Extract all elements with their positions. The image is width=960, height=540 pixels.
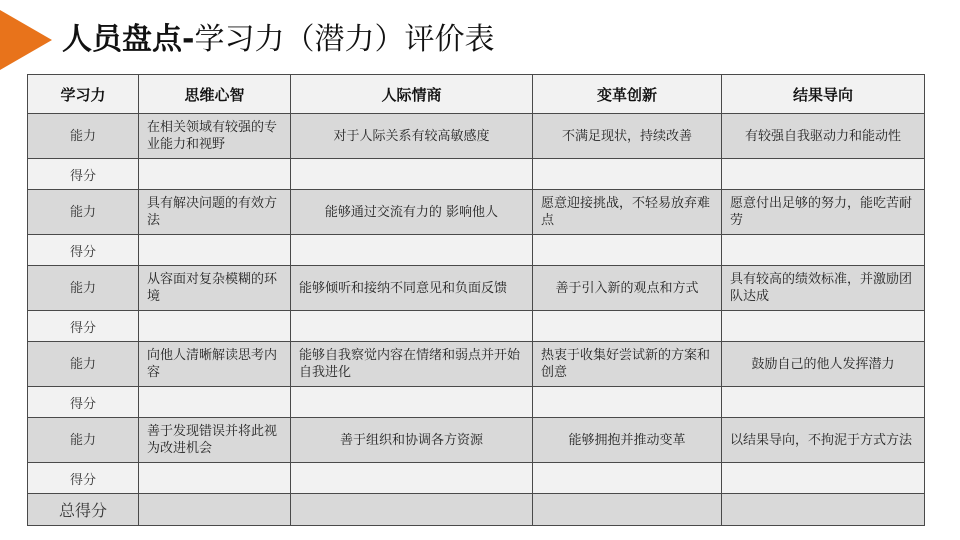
accent-arrow-icon <box>0 10 52 70</box>
table-cell: 对于人际关系有较高敏感度 <box>291 114 533 159</box>
total-score-cell[interactable] <box>139 494 291 526</box>
total-score-cell[interactable] <box>533 494 722 526</box>
score-cell[interactable] <box>139 387 291 418</box>
table-cell: 在相关领域有较强的专业能力和视野 <box>139 114 291 159</box>
table-cell: 善于发现错误并将此视为改进机会 <box>139 418 291 463</box>
evaluation-table <box>27 74 925 526</box>
score-label: 得分 <box>28 463 139 494</box>
score-label: 得分 <box>28 159 139 190</box>
table-cell: 向他人清晰解读思考内容 <box>139 342 291 387</box>
score-label: 得分 <box>28 311 139 342</box>
table-cell: 从容面对复杂模糊的环境 <box>139 266 291 311</box>
score-cell[interactable] <box>722 387 925 418</box>
table-cell: 能够通过交流有力的 影响他人 <box>291 190 533 235</box>
table-header-row <box>28 75 925 114</box>
score-cell[interactable] <box>722 311 925 342</box>
score-cell[interactable] <box>533 311 722 342</box>
ability-label: 能力 <box>28 418 139 463</box>
score-cell[interactable] <box>291 387 533 418</box>
ability-label: 能力 <box>28 266 139 311</box>
score-cell[interactable] <box>722 235 925 266</box>
score-cell[interactable] <box>533 235 722 266</box>
score-cell[interactable] <box>533 387 722 418</box>
ability-row <box>28 418 925 463</box>
score-cell[interactable] <box>139 159 291 190</box>
table-cell: 鼓励自己的他人发挥潜力 <box>722 342 925 387</box>
table-cell: 具有较高的绩效标准，并激励团队达成 <box>722 266 925 311</box>
table-cell: 能够自我察觉内容在情绪和弱点并开始自我进化 <box>291 342 533 387</box>
column-header: 学习力 <box>28 75 139 114</box>
score-cell[interactable] <box>291 235 533 266</box>
score-cell[interactable] <box>139 311 291 342</box>
total-score-row <box>28 494 925 526</box>
score-cell[interactable] <box>533 159 722 190</box>
ability-row <box>28 114 925 159</box>
table-cell: 善于组织和协调各方资源 <box>291 418 533 463</box>
ability-row <box>28 190 925 235</box>
score-cell[interactable] <box>722 463 925 494</box>
table-cell: 善于引入新的观点和方式 <box>533 266 722 311</box>
column-header: 变革创新 <box>533 75 722 114</box>
score-cell[interactable] <box>139 463 291 494</box>
column-header: 人际情商 <box>291 75 533 114</box>
ability-row <box>28 266 925 311</box>
score-row <box>28 311 925 342</box>
table-cell: 愿意迎接挑战，不轻易放弃难点 <box>533 190 722 235</box>
score-cell[interactable] <box>291 463 533 494</box>
score-cell[interactable] <box>291 159 533 190</box>
ability-row <box>28 342 925 387</box>
table-cell: 愿意付出足够的努力，能吃苦耐劳 <box>722 190 925 235</box>
table-cell: 以结果导向，不拘泥于方式方法 <box>722 418 925 463</box>
page-title-bold: 人员盘点- <box>62 22 195 57</box>
table-cell: 能够倾听和接纳不同意见和负面反馈 <box>291 266 533 311</box>
page-title <box>62 20 494 60</box>
total-score-cell[interactable] <box>291 494 533 526</box>
table-cell: 不满足现状，持续改善 <box>533 114 722 159</box>
column-header: 结果导向 <box>722 75 925 114</box>
score-cell[interactable] <box>533 463 722 494</box>
score-cell[interactable] <box>139 235 291 266</box>
table-cell: 具有解决问题的有效方法 <box>139 190 291 235</box>
ability-label: 能力 <box>28 342 139 387</box>
ability-label: 能力 <box>28 190 139 235</box>
table-cell: 有较强自我驱动力和能动性 <box>722 114 925 159</box>
score-label: 得分 <box>28 387 139 418</box>
score-cell[interactable] <box>291 311 533 342</box>
page-title-rest: 学习力（潜力）评价表 <box>194 22 495 57</box>
score-row <box>28 463 925 494</box>
total-score-cell[interactable] <box>722 494 925 526</box>
ability-label: 能力 <box>28 114 139 159</box>
score-row <box>28 235 925 266</box>
table-cell: 热衷于收集好尝试新的方案和创意 <box>533 342 722 387</box>
column-header: 思维心智 <box>139 75 291 114</box>
table-cell: 能够拥抱并推动变革 <box>533 418 722 463</box>
score-cell[interactable] <box>722 159 925 190</box>
total-score-label: 总得分 <box>28 494 139 526</box>
score-row <box>28 159 925 190</box>
score-label: 得分 <box>28 235 139 266</box>
score-row <box>28 387 925 418</box>
